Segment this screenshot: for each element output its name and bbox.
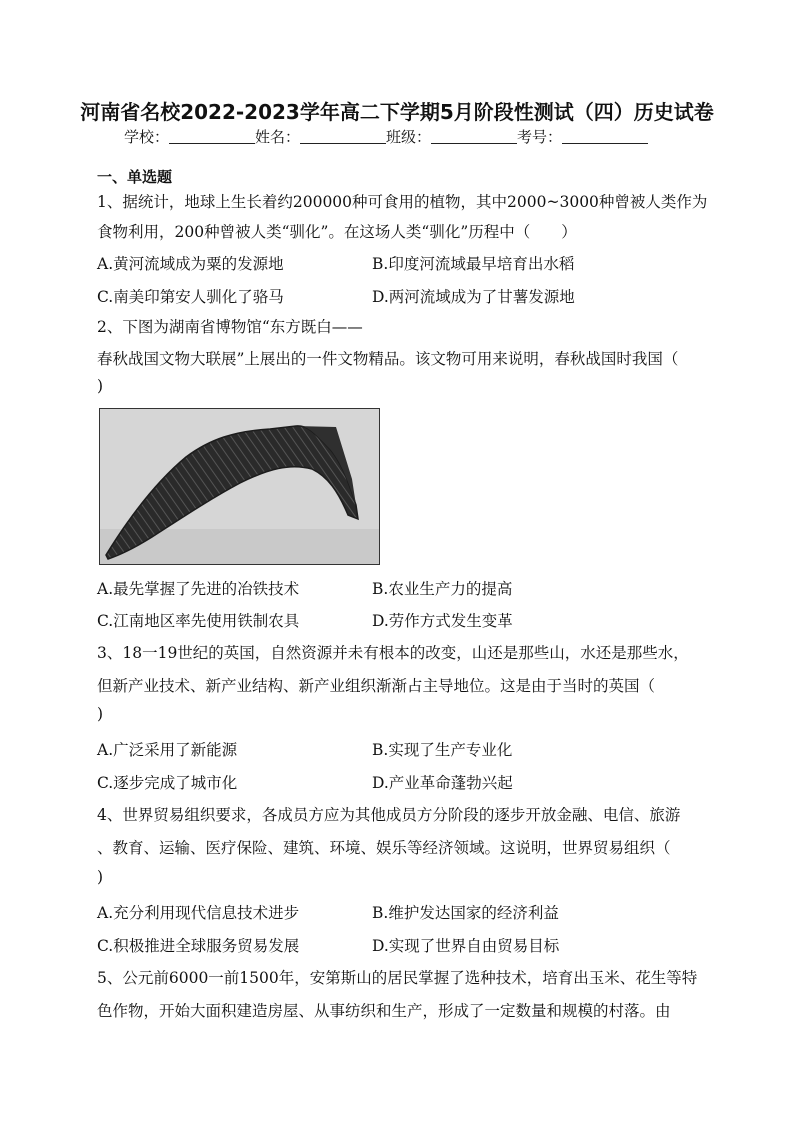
q3-option-a[interactable]: A.广泛采用了新能源 <box>97 741 238 759</box>
q2-option-a[interactable]: A.最先掌握了先进的冶铁技术 <box>97 580 300 598</box>
q1-option-b[interactable]: B.印度河流域最早培育出水稻 <box>372 255 575 273</box>
student-info-row <box>124 126 684 147</box>
class-blank[interactable] <box>431 129 517 144</box>
section-heading: 一、单选题 <box>97 168 173 186</box>
q4-option-d[interactable]: D.实现了世界自由贸易目标 <box>372 937 560 955</box>
q2-option-b[interactable]: B.农业生产力的提高 <box>372 580 513 598</box>
name-label: 姓名： <box>255 128 301 146</box>
q2-stem-line2: 春秋战国文物大联展”上展出的一件文物精品。该文物可用来说明，春秋战国时我国（ <box>97 350 679 368</box>
school-label: 学校： <box>124 128 170 146</box>
exam-number-blank[interactable] <box>562 129 648 144</box>
q2-option-c[interactable]: C.江南地区率先使用铁制农具 <box>97 612 300 630</box>
q4-stem-line2: 、教育、运输、医疗保险、建筑、环境、娱乐等经济领域。这说明，世界贸易组织（ <box>97 839 671 857</box>
exam-number-label: 考号： <box>517 128 563 146</box>
q3-option-b[interactable]: B.实现了生产专业化 <box>372 741 513 759</box>
q2-option-d[interactable]: D.劳作方式发生变革 <box>372 612 513 630</box>
q3-option-c[interactable]: C.逐步完成了城市化 <box>97 774 238 792</box>
q1-option-a[interactable]: A.黄河流域成为粟的发源地 <box>97 255 284 273</box>
q1-option-d[interactable]: D.两河流域成为了甘薯发源地 <box>372 288 575 306</box>
artifact-photo <box>99 408 380 565</box>
q4-stem-line1: 4、世界贸易组织要求，各成员方应为其他成员方分阶段的逐步开放金融、电信、旅游 <box>97 806 681 824</box>
class-label: 班级： <box>386 128 432 146</box>
q4-option-a[interactable]: A.充分利用现代信息技术进步 <box>97 904 300 922</box>
q3-stem-line1: 3、18一19世纪的英国，自然资源并未有根本的改变，山还是那些山，水还是那些水， <box>97 644 689 662</box>
school-blank[interactable] <box>169 129 255 144</box>
q3-option-d[interactable]: D.产业革命蓬勃兴起 <box>372 774 513 792</box>
q3-stem-line2: 但新产业技术、新产业结构、新产业组织渐渐占主导地位。这是由于当时的英国（ <box>97 677 656 695</box>
name-blank[interactable] <box>300 129 386 144</box>
q2-stem-line1: 2、下图为湖南省博物馆“东方既白—— <box>97 318 363 336</box>
q3-stem-line3: ) <box>97 705 104 723</box>
q2-stem-line3: ) <box>97 377 104 395</box>
q4-option-b[interactable]: B.维护发达国家的经济利益 <box>372 904 559 922</box>
q1-option-c[interactable]: C.南美印第安人驯化了骆马 <box>97 288 284 306</box>
q1-stem-line1: 1、据统计，地球上生长着约200000种可食用的植物，其中2000~3000种曾被人类作为 <box>97 193 708 211</box>
q5-stem-line1: 5、公元前6000一前1500年，安第斯山的居民掌握了选种技术，培育出玉米、花生等特 <box>97 969 698 987</box>
iron-sickle-image <box>100 409 379 564</box>
exam-title: 河南省名校2022-2023学年高二下学期5月阶段性测试（四）历史试卷 <box>80 100 714 124</box>
q1-stem-line2: 食物利用，200种曾被人类“驯化”。在这场人类“驯化”历程中（ ） <box>97 223 577 241</box>
q5-stem-line2: 色作物，开始大面积建造房屋、从事纺织和生产，形成了一定数量和规模的村落。由 <box>97 1002 671 1020</box>
q4-stem-line3: ) <box>97 868 104 886</box>
q4-option-c[interactable]: C.积极推进全球服务贸易发展 <box>97 937 300 955</box>
